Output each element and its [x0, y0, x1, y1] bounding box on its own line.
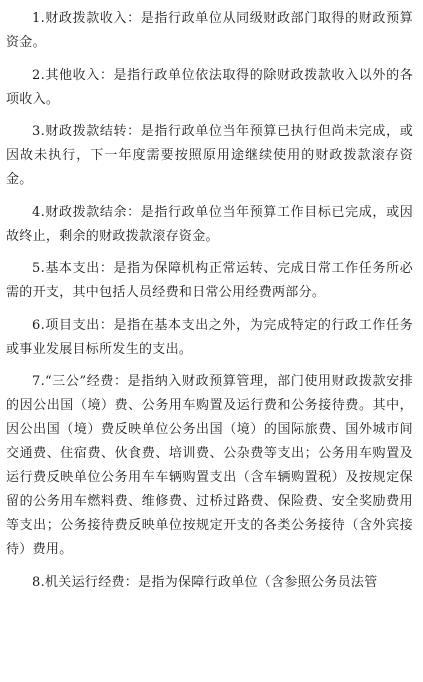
paragraph-fiscal-surplus: 4.财政拨款结余：是指行政单位当年预算工作目标已完成，或因故终止，剩余的财政拨款滚存资金。	[6, 204, 413, 244]
paragraph-other-income: 2.其他收入：是指行政单位依法取得的除财政拨款收入以外的各项收入。	[6, 67, 413, 107]
paragraph-agency-operating-expenses: 8.机关运行经费：是指为保障行政单位（含参照公务员法管	[32, 574, 378, 590]
paragraph-fiscal-carryover: 3.财政拨款结转：是指行政单位当年预算已执行但尚未完成，或因故未执行，下一年度需要按照原用途继续使用的财政拨款滚存资金。	[6, 124, 413, 187]
paragraph-project-expenditure: 6.项目支出：是指在基本支出之外，为完成特定的行政工作任务或事业发展目标所发生的支出。	[6, 317, 413, 357]
paragraph-basic-expenditure: 5.基本支出：是指为保障机构正常运转、完成日常工作任务所必需的开支，其中包括人员经费和日常公用经费两部分。	[6, 261, 413, 300]
paragraph-three-public-expenses: 7.“三公”经费：是指纳入财政预算管理，部门使用财政拨款安排的因公出国（境）费、公务用车购置及运行费和公务接待费。其中，因公出国（境）费反映单位公务出国（境）的国际旅费、国外城市间交通费、住宿费、伙食费、培训费、公杂费等支出；公务用车购置及运行费反映单位公务用车车辆购置支出（含车辆购置税）及按规定保留的公务用车燃料费、维修费、过桥过路费、保险费、安全奖励费用等支出；公务接待费反映单位按规定开支的各类公务接待（含外宾接待）费用。	[6, 374, 413, 557]
paragraph-fiscal-appropriation-income: 1.财政拨款收入：是指行政单位从同级财政部门取得的财政预算资金。	[6, 11, 413, 50]
